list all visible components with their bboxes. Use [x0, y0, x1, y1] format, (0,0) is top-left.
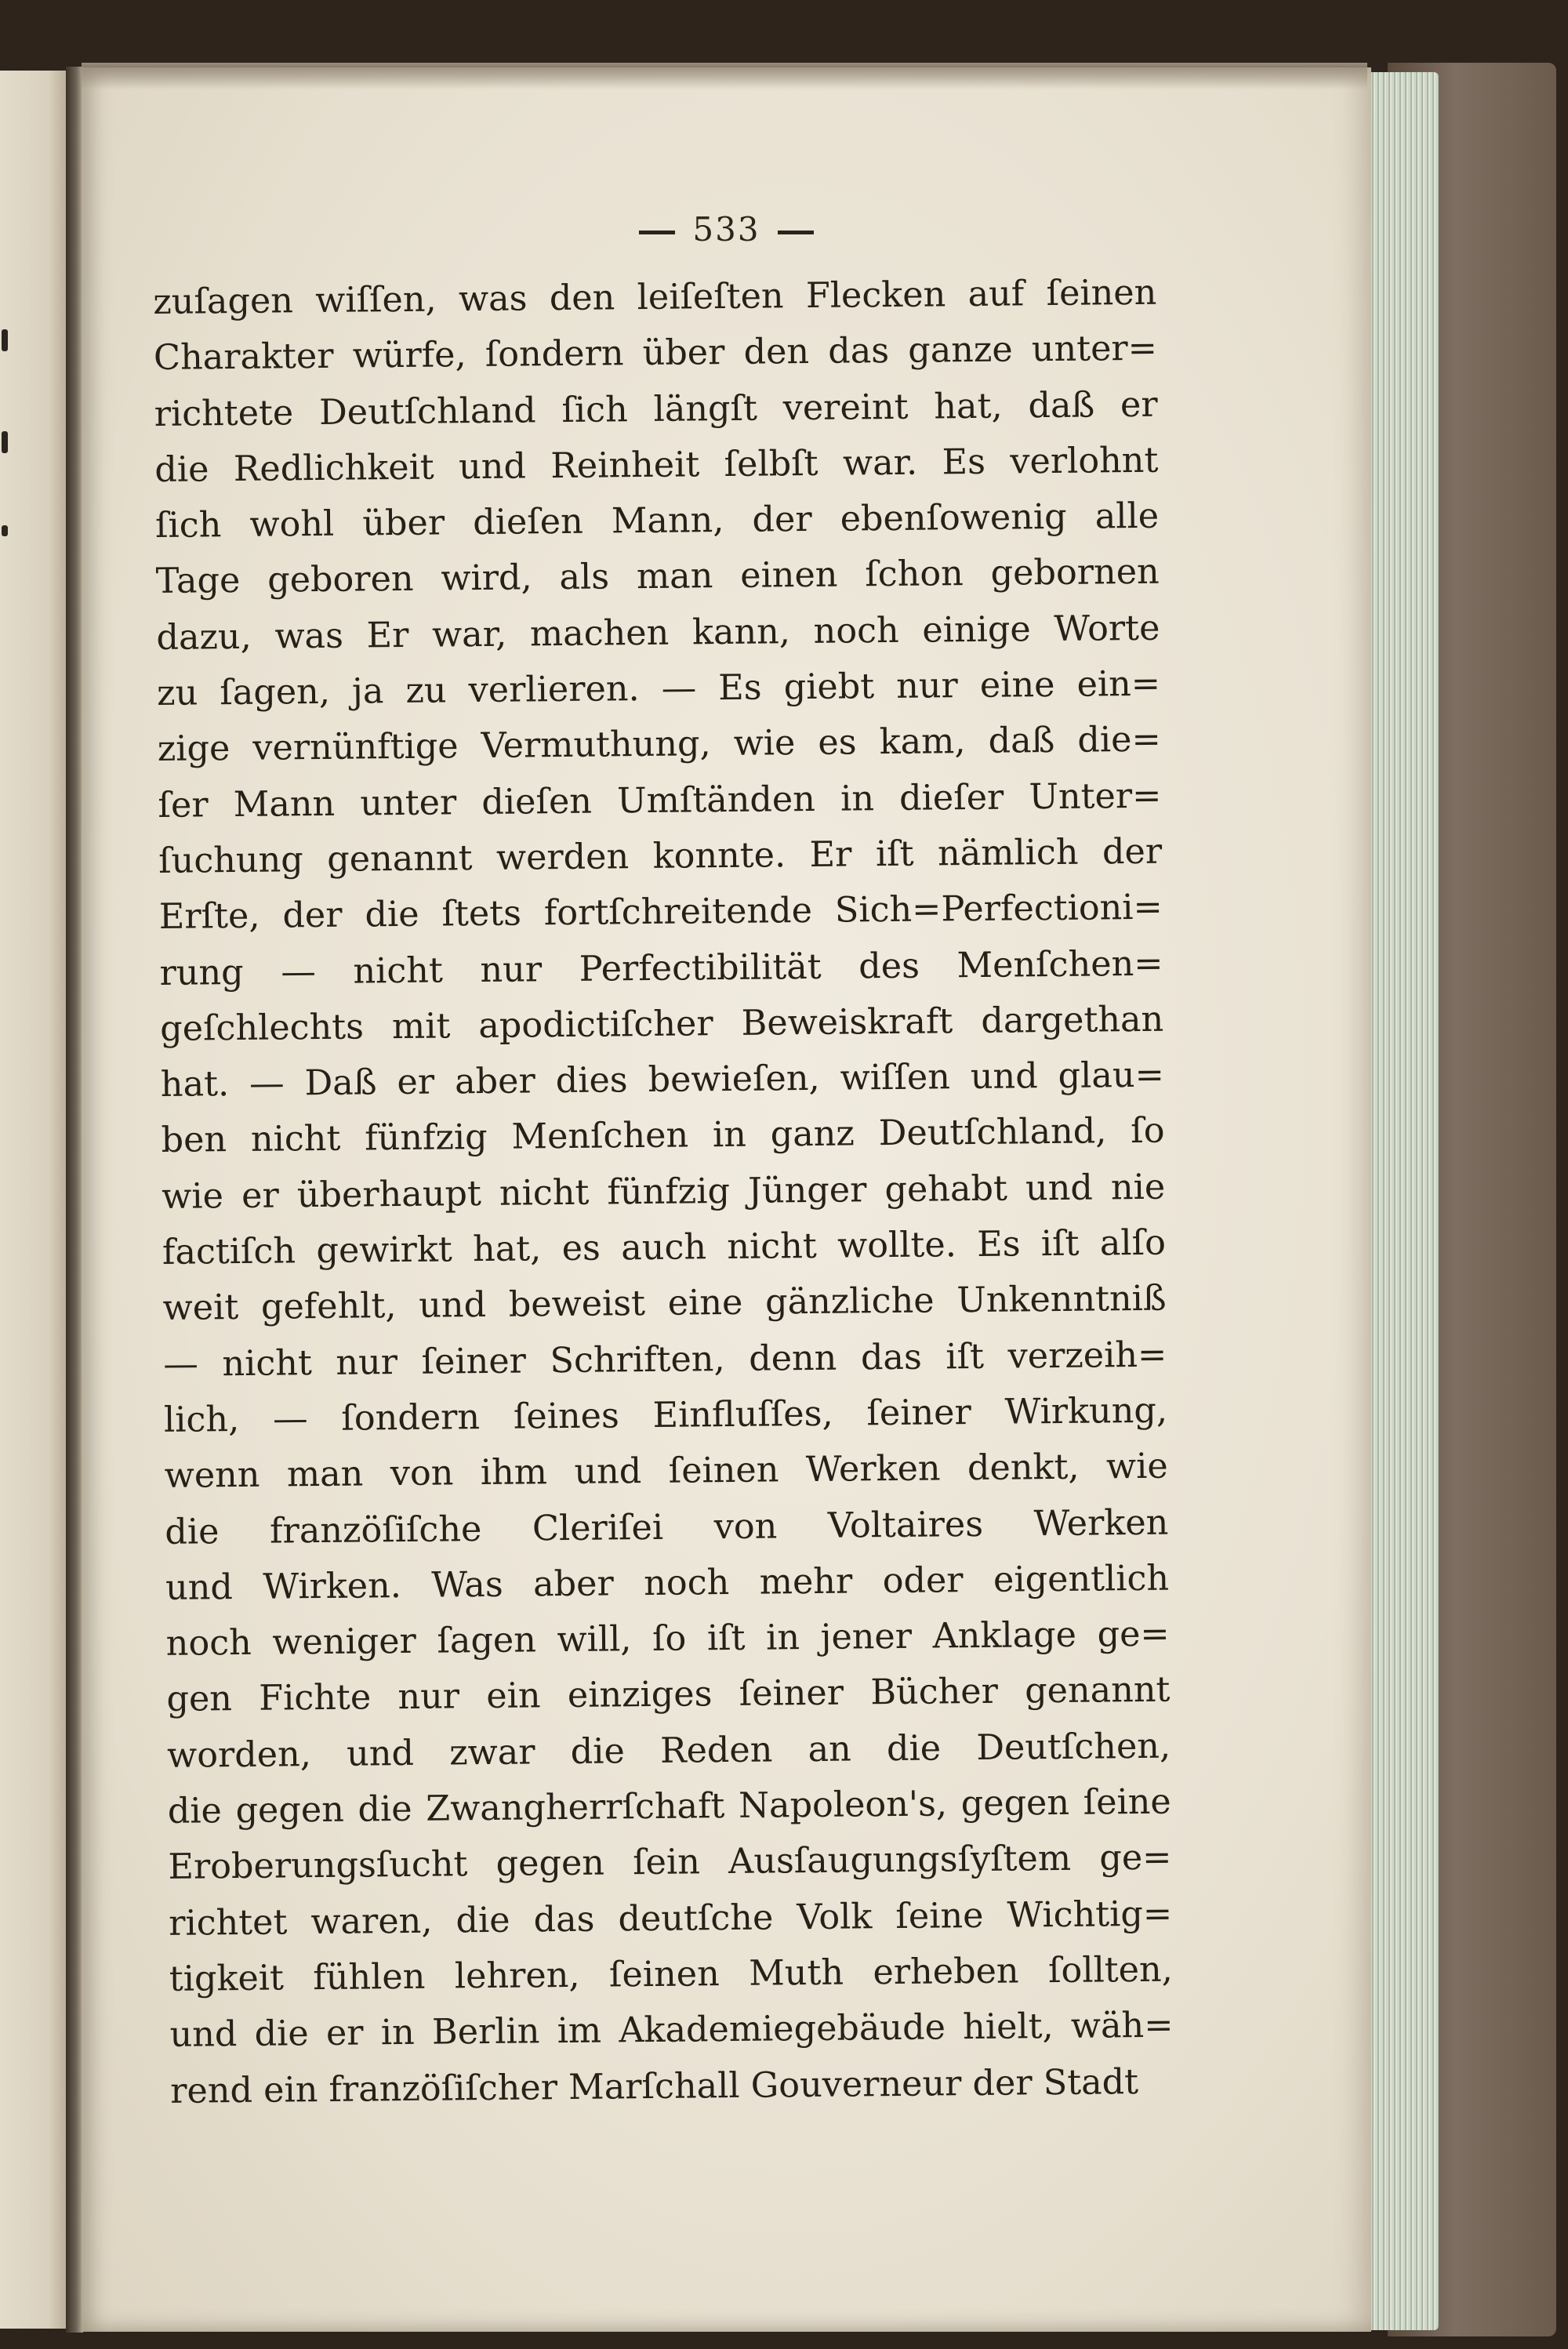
header-dash-left: [639, 231, 675, 234]
text-line: geſchlechts mit apodictiſcher Beweiskraft dargethan: [159, 999, 1164, 1049]
text-line: die franzöſiſche Cleriſei von Voltaires Werken: [165, 1502, 1169, 1552]
text-line: Tage geboren wird, als man einen ſchon gebornen: [155, 552, 1160, 602]
text-line: lich, — ſondern ſeines Einfluſſes, ſeiner Wirkung,: [163, 1390, 1168, 1440]
text-line: zige vernünftige Vermuthung, wie es kam, daß die=: [157, 720, 1162, 770]
text-line: ſich wohl über dieſen Mann, der ebenſowenig alle: [154, 496, 1160, 546]
text-line: rung — nicht nur Perfectibilität des Menſchen=: [159, 943, 1163, 993]
text-line: factiſch gewirkt hat, es auch nicht wollte. Es iſt alſo: [162, 1222, 1167, 1273]
text-line: richtet waren, die das deutſche Volk ſeine Wichtig=: [168, 1893, 1173, 1944]
text-line: rend ein franzöſiſcher Marſchall Gouverneur der Stadt: [169, 2061, 1139, 2111]
text-line: zuſagen wiſſen, was den leiſeſten Flecken auf ſeinen: [153, 272, 1157, 322]
text-line: und Wirken. Was aber noch mehr oder eigentlich: [165, 1558, 1170, 1608]
text-line: hat. — Daß er aber dies bewieſen, wiſſen und glau=: [160, 1055, 1165, 1106]
text-line: die gegen die Zwangherrſchaft Napoleon's, gegen ſeine: [167, 1781, 1172, 1832]
text-line: wenn man von ihm und ſeinen Werken denkt, wie: [164, 1446, 1168, 1497]
page-number: 533: [692, 210, 760, 249]
text-line: richtete Deutſchland ſich längſt vereint hat, daß er: [154, 384, 1158, 434]
text-line: ſuchung genannt werden konnte. Er iſt nämlich der: [158, 831, 1163, 881]
text-line: Eroberungsſucht gegen ſein Ausſaugungsſyſtem ge=: [168, 1837, 1172, 1888]
text-line: weit gefehlt, und beweist eine gänzliche Unkenntniß: [162, 1278, 1167, 1329]
text-line: und die er in Berlin im Akademiegebäude hielt, wäh=: [169, 2005, 1174, 2056]
left-page-ink-mark: [2, 329, 8, 351]
text-line: Charakter würfe, ſondern über den das ganze unter=: [153, 329, 1158, 379]
text-line: Erſte, der die ſtets fortſchreitende Sich=Perfectioni=: [158, 887, 1163, 938]
page-top-shadow: [82, 63, 1367, 89]
text-line: gen Fichte nur ein einziges ſeiner Bücher genannt: [166, 1670, 1171, 1720]
text-line: worden, und zwar die Reden an die Deutſchen,: [166, 1726, 1171, 1776]
text-line: zu ſagen, ja zu verlieren. — Es giebt nur eine ein=: [156, 663, 1161, 714]
text-line: — nicht nur ſeiner Schriften, denn das iſt verzeih=: [163, 1334, 1167, 1385]
page-header: [82, 210, 1371, 249]
text-line: noch weniger ſagen will, ſo iſt in jener Anklage ge=: [165, 1614, 1170, 1665]
header-dash-right: [778, 231, 814, 234]
text-line: tigkeit fühlen lehren, ſeinen Muth erheben ſollten,: [169, 1949, 1174, 1999]
left-page-ink-mark: [2, 525, 8, 536]
text-line: ben nicht fünfzig Menſchen in ganz Deutſchland, ſo: [161, 1111, 1165, 1161]
text-line: wie er überhaupt nicht fünfzig Jünger gehabt und nie: [162, 1167, 1166, 1217]
body-text: [153, 265, 1174, 2119]
book-gutter: [66, 67, 83, 2333]
text-line: die Redlichkeit und Reinheit ſelbſt war. Es verlohnt: [154, 440, 1159, 490]
page-edges: [1364, 72, 1439, 2330]
text-line: ſer Mann unter dieſen Umſtänden in dieſer Unter=: [158, 775, 1162, 826]
text-line: dazu, was Er war, machen kann, noch einige Worte: [156, 608, 1160, 658]
left-page-ink-mark: [2, 431, 8, 453]
left-page-edge: [0, 71, 69, 2329]
